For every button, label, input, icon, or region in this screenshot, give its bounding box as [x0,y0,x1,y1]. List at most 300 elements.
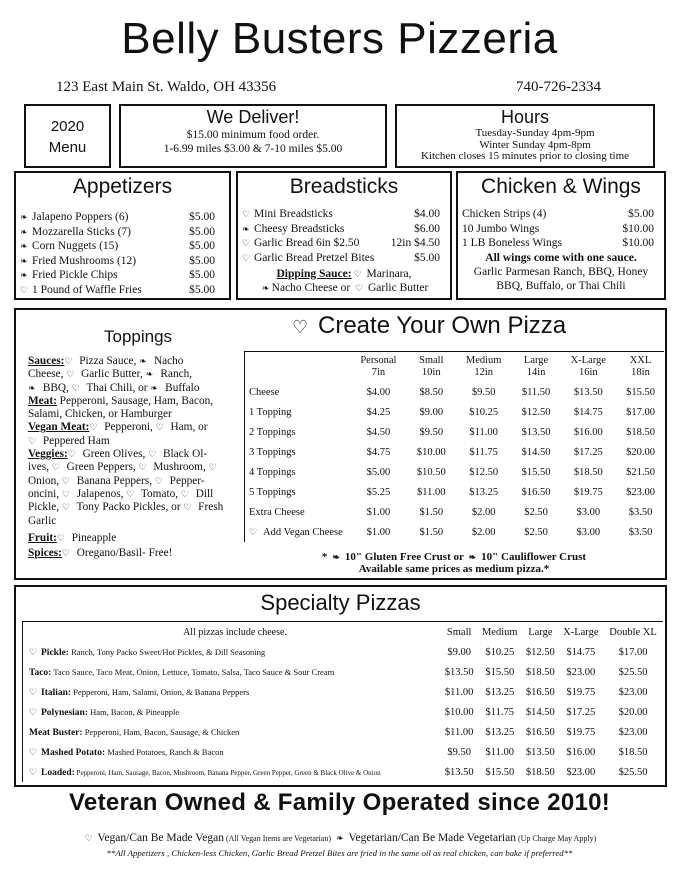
price-row-label-cell [245,442,350,462]
specialty-price-cell: $20.00 [618,706,648,718]
crust-note-text: 10" Gluten Free Crust or [342,551,467,563]
menu-item-name: Garlic Bread Pretzel Bites [254,251,375,264]
heart-icon: ♡ [28,435,37,446]
chicken-wings-heading: Chicken & Wings [481,175,641,198]
heart-icon: ♡ [180,488,189,499]
veggies-text: Garlic [28,514,57,527]
size-inches: 18in [631,367,650,378]
menu-item-price: $5.00 [628,208,654,220]
size-name: X-Large [570,355,606,366]
breadsticks-box [236,171,452,300]
specialty-price-cell: $13.50 [444,666,474,678]
price-cell: $2.00 [471,526,496,538]
leaf-icon: ❧ [28,382,36,393]
specialty-price-cell: $10.00 [444,706,474,718]
price-row-label: 2 Toppings [249,426,296,438]
specialty-price-cell: $16.00 [566,746,596,758]
heart-icon: ♡ [67,449,76,460]
heart-icon: ♡ [126,488,135,499]
heart-icon: ♡ [242,252,251,263]
phone-number: 740-726-2334 [516,79,601,95]
specialty-price-cell: $25.50 [618,666,648,678]
price-row-label: 1 Topping [249,406,292,418]
heart-icon: ♡ [292,317,309,337]
menu-item-name: Jalapeno Poppers (6) [32,211,129,223]
price-cell: $3.50 [628,526,653,538]
price-cell: $23.00 [626,486,655,498]
heart-icon: ♡ [355,283,364,293]
size-header [349,352,408,383]
specialty-ingredients: Pepperoni, Ham, Bacon, Sausage, & Chicken [82,726,240,737]
menu-item-name: Garlic Bread 6in $2.50 [254,237,360,249]
leaf-icon: ❧ [20,255,28,266]
price-cell: $14.75 [573,406,603,418]
specialty-row [23,682,664,702]
specialty-price-cell: $13.50 [444,766,474,778]
specialty-price-cell: $11.00 [485,746,515,758]
menu-item [242,251,440,266]
crust-note-text: 10" Cauliflower Crust [478,551,587,563]
specialty-price-cell: $13.25 [485,726,515,738]
price-cell: $15.50 [626,386,655,398]
specialty-price-cell: $19.75 [566,726,596,738]
heart-icon: ♡ [66,369,75,380]
heart-icon: ♡ [61,502,70,513]
veggies-text: Pickle, [28,501,62,514]
wings-sauce-note: All wings come with one sauce. [485,251,637,264]
heart-icon: ♡ [242,238,251,248]
specialty-price-cell: $23.00 [566,766,596,778]
price-cell: $2.50 [524,526,548,538]
legend-line [0,832,679,844]
delivery-box [119,104,387,168]
price-row-label: Add Vegan Cheese [261,526,343,538]
sauces-text: Thai Chili, or [83,381,151,394]
heart-icon: ♡ [20,284,29,295]
heart-icon: ♡ [208,462,217,473]
price-row-label: 4 Toppings [249,466,296,478]
price-row [245,422,665,442]
price-cell: $18.50 [626,426,655,438]
price-row [245,522,665,542]
menu-item-name: Fried Pickle Chips [32,269,118,281]
specialty-price-cell: $23.00 [566,666,596,678]
specialty-desc-cell [23,702,442,722]
menu-item-name: 1 Pound of Waffle Fries [32,283,142,296]
menu-item [462,236,654,251]
chicken-wings-box [456,171,666,300]
heart-icon: ♡ [29,686,38,697]
menu-item-name-wrap [242,207,333,222]
meat-text: Pepperoni, Sausage, Ham, Bacon, Salami, Chicken, or Hamburger [28,394,214,421]
specialty-price-cell: $18.50 [618,746,648,758]
specialty-price-cell: $9.00 [447,646,471,658]
price-cell: $10.50 [416,466,446,478]
price-cell: $11.50 [521,386,551,398]
menu-item [20,283,215,298]
price-cell: $16.00 [573,426,603,438]
menu-item-price: $10.00 [622,237,654,249]
menu-item-name-wrap [20,283,142,298]
specialty-ingredients: Mashed Potatoes, Ranch & Bacon [105,746,224,757]
create-pizza-title: Create Your Own Pizza [318,312,567,339]
toppings-heading: Toppings [104,327,173,346]
menu-item-name: Chicken Strips (4) [462,208,547,220]
specialty-desc-cell [23,742,442,762]
price-cell: $4.50 [366,426,391,438]
menu-item [20,210,215,225]
heart-icon: ♡ [29,746,38,757]
dipping-sauce-line-2b: Garlic Butter [365,282,429,294]
menu-item-price: $5.00 [189,211,215,223]
specialty-row [23,662,664,682]
toppings-spices [28,547,244,560]
size-inches: 7in [371,367,386,378]
specialty-price-cell: $15.50 [485,666,515,678]
heart-icon: ♡ [29,706,38,717]
size-header [617,352,664,383]
menu-item [242,222,440,237]
heart-icon: ♡ [61,548,70,559]
leaf-icon: ❧ [20,270,28,280]
leaf-icon: ❧ [336,833,344,843]
specialty-price-cell: $17.25 [566,706,596,718]
size-inches: 14in [526,367,546,378]
menu-item-name-wrap [20,254,136,269]
menu-item [242,236,440,251]
menu-item [462,207,654,222]
specialty-price-cell: $14.50 [525,706,555,718]
heart-icon: ♡ [249,526,258,537]
veggies-text: Tomato, [138,487,181,500]
veggies-text: Tony Packo Pickles, or [73,501,184,514]
price-cell: $11.75 [469,446,498,458]
price-cell: $19.75 [573,486,603,498]
specialty-desc-cell [23,722,442,742]
heart-icon: ♡ [353,269,362,279]
heart-icon: ♡ [183,502,192,513]
price-cell: $2.50 [524,506,548,518]
price-row-label: Cheese [249,386,280,398]
delivery-heading: We Deliver! [206,107,300,127]
price-row-label: 5 Toppings [249,486,296,498]
menu-item-name-wrap [20,210,128,225]
leaf-icon: ❧ [150,382,158,393]
price-row [245,382,665,402]
specialty-price-cell: $19.75 [566,686,596,698]
heart-icon: ♡ [61,488,70,499]
menu-item-name-wrap [242,236,359,251]
price-cell: $14.50 [521,446,551,458]
specialty-price-cell: $16.50 [525,686,555,698]
price-cell: $10.25 [469,406,499,418]
dipping-sauce-line-1: Marinara, [363,268,412,280]
breadsticks-list [238,207,450,265]
price-cell: $11.00 [469,426,498,438]
price-cell: $13.50 [573,386,603,398]
veggies-text: ives, [28,461,52,474]
vegan-meat-label: Vegan Meat: [28,421,90,434]
heart-icon: ♡ [64,356,73,366]
specialty-price-cell: $25.50 [618,766,648,778]
specialty-name: Meat Buster: [29,727,83,738]
heart-icon: ♡ [138,462,147,473]
price-row-label-cell [245,402,350,422]
leaf-icon: ❧ [242,223,250,234]
heart-icon: ♡ [154,475,163,486]
menu-item-name: Corn Nuggets (15) [32,240,119,252]
specialty-price-cell: $11.00 [444,686,474,698]
vegan-meat-text: Ham, or [167,421,208,434]
crust-note [244,551,664,575]
size-name: XXL [629,355,652,366]
size-name: Personal [360,355,397,366]
toppings-veggies [28,448,244,528]
specialty-size-header: Small [446,626,472,638]
specialty-name: Loaded: [41,767,75,778]
specialty-ingredients: Taco Sauce, Taco Meat, Onion, Lettuce, Tomato, Salsa, Taco Sauce & Sour Cream [51,666,335,677]
sauces-text: Pizza Sauce, [76,355,140,367]
specialty-price-cell: $17.00 [618,646,648,658]
specialty-desc-cell [23,682,442,702]
veggies-text: Onion, [28,474,62,487]
menu-item-name: Mini Breadsticks [254,208,333,220]
specialty-size-header: Medium [481,626,518,638]
price-row [245,402,665,422]
create-pizza-table [244,351,664,542]
price-cell: $15.50 [521,466,551,478]
price-cell: $9.50 [471,386,496,398]
specialty-price-cell: $13.50 [525,746,555,758]
price-row-label-cell [245,422,350,442]
specialty-row [23,742,664,762]
heart-icon: ♡ [29,766,38,777]
menu-item-price: $10.00 [622,222,654,235]
specialty-row [23,762,664,782]
price-cell: $3.50 [628,506,653,518]
menu-label: Menu [48,139,87,156]
veggies-label: Veggies: [28,448,68,461]
specialty-desc-cell [23,662,442,682]
specialty-price-cell: $13.25 [485,686,515,698]
appetizers-box [14,171,231,300]
vegan-legend: Vegan/Can Be Made Vegan [94,832,224,844]
menu-item-name-wrap [20,268,118,283]
menu-item-name: 10 Jumbo Wings [462,222,540,235]
address: 123 East Main St. Waldo, OH 43356 [56,79,277,95]
create-pizza-box [14,308,667,580]
hours-heading: Hours [500,107,549,127]
create-pizza-heading [292,312,566,340]
veggies-text: Black Ol- [160,448,208,461]
specialty-price-cell: $9.50 [447,746,471,758]
toppings-sauces [28,355,244,395]
price-cell: $10.00 [416,446,446,458]
price-row [245,462,665,482]
price-cell: $17.25 [573,446,603,458]
menu-item-name: Cheesy Breadsticks [254,222,345,235]
leaf-icon: ❧ [139,356,147,366]
breadsticks-heading: Breadsticks [289,175,399,198]
price-cell: $12.50 [469,466,499,478]
veggies-text: oncini, [28,487,62,500]
spices-text: Oregano/Basil- Free! [73,547,173,560]
leaf-icon: ❧ [20,241,28,251]
menu-item [20,239,215,254]
menu-item [462,222,654,237]
sauces-text: Buffalo [162,381,200,394]
veggies-text: Mushroom, [150,461,209,474]
price-cell: $4.75 [366,446,391,458]
leaf-icon: ❧ [145,369,154,380]
price-row [245,502,665,522]
veggies-text: Fresh [195,501,224,514]
appetizers-heading: Appetizers [72,175,173,198]
specialty-price-cell: $23.00 [618,726,648,738]
sauces-text: Garlic Butter, [78,368,146,381]
menu-item-price: $5.00 [189,240,215,252]
menu-item-name-wrap [242,251,374,266]
menu-item-price: $6.00 [414,222,440,235]
price-row-label-cell [245,382,350,402]
specialty-price-cell: $23.00 [618,686,648,698]
price-row-label-cell [245,462,350,482]
menu-item-price: 12in $4.50 [390,237,440,249]
cheese-note: All pizzas include cheese. [183,626,287,638]
specialty-name: Italian: [41,687,72,698]
specialty-ingredients: Ranch, Tony Packo Sweet/Hot Pickles, & Dill Seasoning [68,646,266,657]
menu-item-name-wrap [462,222,539,237]
specialty-desc-cell [23,762,442,782]
toppings-fruit [28,532,244,545]
price-cell: $3.00 [576,506,601,518]
menu-item-name-wrap [462,236,562,251]
price-cell: $13.50 [521,426,551,438]
price-row-label-cell [245,482,350,502]
price-cell: $1.00 [366,526,391,538]
vegetarian-legend-note: (Up Charge May Apply) [515,834,597,843]
price-cell: $12.50 [521,406,551,418]
price-row-label-cell [245,502,350,522]
specialty-price-cell: $16.50 [525,726,555,738]
specialty-price-cell: $18.50 [525,766,555,778]
fruit-label: Fruit: [28,531,57,544]
chicken-wings-list [458,207,664,251]
meat-label: Meat: [28,394,57,407]
size-header [408,352,455,383]
price-cell: $20.00 [626,446,655,458]
sauces-text: BBQ, [40,381,72,394]
price-row-label: Extra Cheese [249,506,305,518]
price-cell: $3.00 [576,526,601,538]
veteran-owned-banner: Veteran Owned & Family Operated since 2010! [68,789,611,816]
heart-icon: ♡ [61,475,70,486]
heart-icon: ♡ [51,462,60,473]
size-header [455,352,513,383]
specialty-price-cell: $12.50 [525,646,555,658]
leaf-icon: ❧ [468,552,477,562]
specialty-price-cell: $14.75 [566,646,596,658]
veggies-text: Dill [192,487,214,500]
specialty-name: Pickle: [41,647,69,658]
specialty-size-header: X-Large [563,626,599,638]
specialty-price-cell: $15.50 [485,766,515,778]
leaf-icon: ❧ [20,226,28,237]
specialty-heading: Specialty Pizzas [260,590,421,615]
hours-line-2: Winter Sunday 4pm-8pm [479,138,591,151]
menu-item-name: 1 LB Boneless Wings [462,237,562,249]
sauces-text: Cheese, [28,368,67,381]
price-cell: $9.00 [419,406,444,418]
price-cell: $18.50 [573,466,603,478]
sauces-label: Sauces: [28,355,65,367]
price-cell: $16.50 [521,486,551,498]
vegetarian-legend: Vegetarian/Can Be Made Vegetarian [345,832,516,844]
specialty-size-header: Double XL [609,626,657,638]
specialty-size-header: Large [528,626,553,638]
price-cell: $4.25 [366,406,391,418]
menu-item [242,207,440,222]
menu-year-box [24,104,111,168]
size-inches: 10in [421,367,441,378]
specialty-price-cell: $11.00 [444,726,474,738]
heart-icon: ♡ [89,422,98,433]
veggies-text: Pepper- [166,474,205,487]
menu-item-name: Mozzarella Sticks (7) [32,225,131,238]
veggies-text: Banana Peppers, [73,474,155,487]
specialty-pizzas-box [14,585,667,787]
menu-item-price: $5.00 [189,269,215,281]
price-cell: $17.00 [626,406,655,418]
menu-item-price: $5.00 [189,225,215,238]
menu-item-name-wrap [20,225,131,240]
heart-icon: ♡ [29,646,38,657]
hours-kitchen-close: Kitchen closes 15 minutes prior to closing time [420,150,630,162]
price-cell: $11.00 [417,486,446,498]
delivery-minimum: $15.00 minimum food order. [186,129,320,141]
menu-item-name-wrap [462,207,546,222]
vegan-meat-text: Peppered Ham [40,434,110,447]
menu-item-name-wrap [242,222,344,237]
appetizers-list [16,210,229,297]
size-name: Large [523,355,549,366]
leaf-icon: ❧ [332,552,340,562]
price-row-label: 3 Toppings [249,446,296,458]
heart-icon: ♡ [84,833,93,843]
specialty-ingredients: Ham, Bacon, & Pineapple [87,706,180,717]
specialty-price-cell: $10.25 [485,646,515,658]
specialty-name: Taco: [29,667,52,678]
price-cell: $8.50 [419,386,444,398]
size-header [560,352,618,383]
heart-icon: ♡ [242,209,251,219]
hours-box [395,104,655,168]
menu-item-name: Fried Mushrooms (12) [32,254,137,267]
price-cell: $1.50 [419,526,444,538]
menu-item [20,225,215,240]
price-cell: $5.25 [366,486,391,498]
menu-item [20,268,215,283]
size-inches: 12in [474,367,493,378]
sauces-text: Nacho [151,355,184,367]
price-cell: $9.50 [419,426,444,438]
menu-item-price: $5.00 [189,283,215,296]
toppings-vegan-meat [28,421,244,448]
size-inches: 16in [578,367,598,378]
price-cell: $13.25 [469,486,499,498]
price-cell: $5.00 [366,466,391,478]
size-header [513,352,560,383]
